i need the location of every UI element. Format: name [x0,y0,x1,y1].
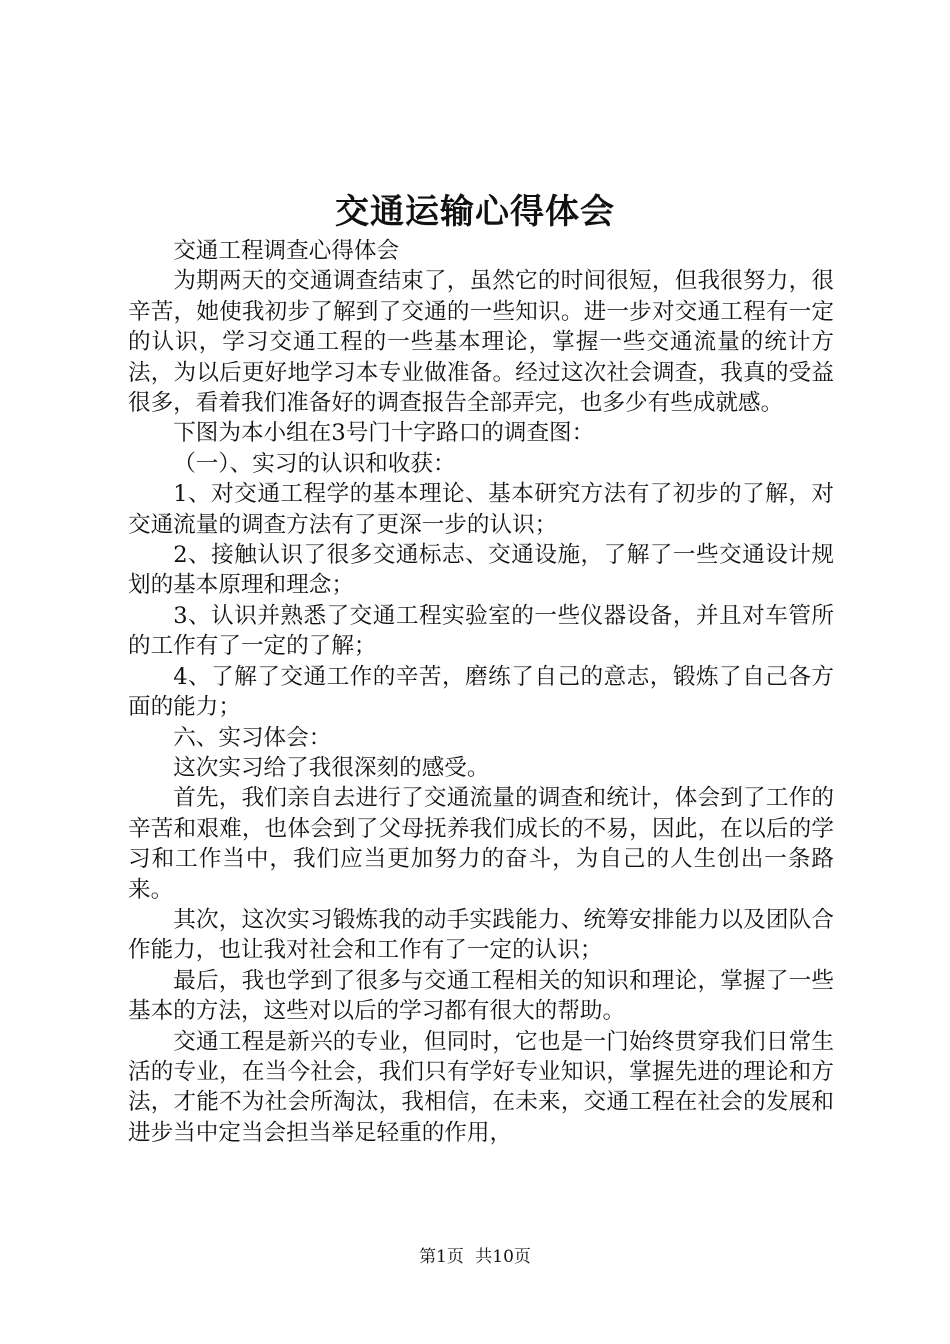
document-title: 交通运输心得体会 [335,192,615,232]
paragraph: 这次实习给了我很深刻的感受。 [173,754,490,781]
page-total: 共10页 [475,1247,531,1267]
document-body [128,236,834,1148]
paragraph: 1、对交通工程学的基本理论、基本研究方法有了初步的了解，对交通流量的调查方法有了更深一步的认识； [128,481,834,538]
paragraph: （一）、实习的认识和收获： [173,450,456,477]
paragraph: 交通工程是新兴的专业，但同时，它也是一门始终贯穿我们日常生活的专业，在当今社会，我们只有学好专业知识，掌握先进的理论和方法，才能不为社会所淘汰，我相信，在未来，交通工程在社会的发展和进步当中定当会担当举足轻重的作用， [128,1028,834,1146]
page-number: 第1页 [419,1247,464,1267]
paragraph: 下图为本小组在3号门十字路口的调查图： [173,420,595,447]
page-footer [0,1242,950,1267]
paragraph: 2、接触认识了很多交通标志、交通设施，了解了一些交通设计规划的基本原理和理念； [128,542,834,599]
paragraph: 为期两天的交通调查结束了，虽然它的时间很短，但我很努力，很辛苦，她使我初步了解到了交通的一些知识。进一步对交通工程有一定的认识，学习交通工程的一些基本理论，掌握一些交通流量的统计方法，为以后更好地学习本专业做准备。经过这次社会调查，我真的受益很多，看着我们准备好的调查报告全部弄完，也多少有些成就感。 [128,268,834,417]
paragraph: 首先，我们亲自去进行了交通流量的调查和统计，体会到了工作的辛苦和艰难，也体会到了父母抚养我们成长的不易，因此，在以后的学习和工作当中，我们应当更加努力的奋斗，为自己的人生创出一条路来。 [128,785,834,903]
paragraph: 交通工程调查心得体会 [173,238,400,264]
paragraph: 最后，我也学到了很多与交通工程相关的知识和理论，掌握了一些基本的方法，这些对以后的学习都有很大的帮助。 [128,967,834,1025]
paragraph: 3、认识并熟悉了交通工程实验室的一些仪器设备，并且对车管所的工作有了一定的了解； [128,602,834,660]
paragraph: 六、实习体会： [173,724,332,751]
paragraph: 其次，这次实习锻炼我的动手实践能力、统筹安排能力以及团队合作能力，也让我对社会和工作有了一定的认识； [128,906,834,964]
paragraph: 4、了解了交通工作的辛苦，磨练了自己的意志，锻炼了自己各方面的能力； [128,663,834,721]
